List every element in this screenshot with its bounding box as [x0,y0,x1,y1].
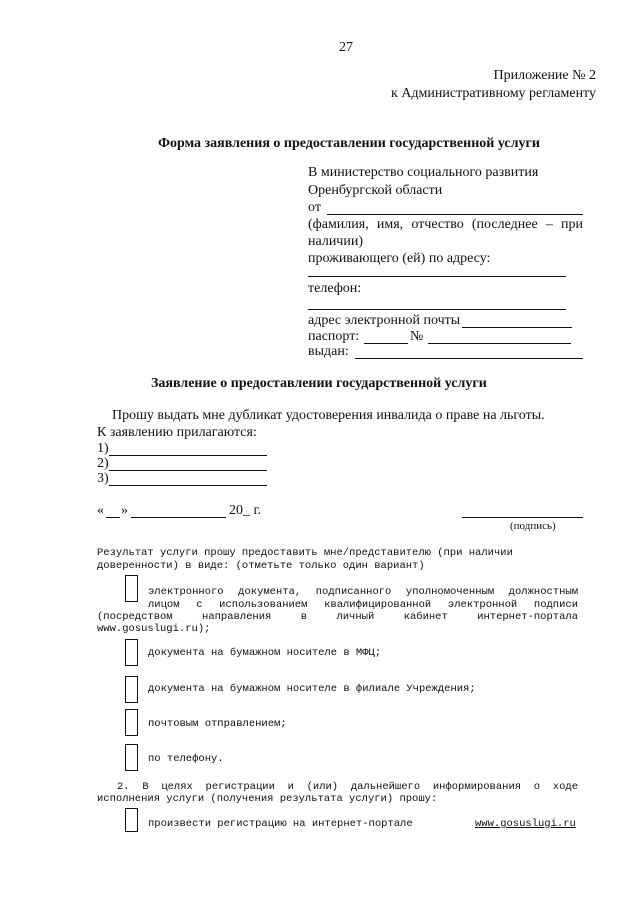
section2-line1: 2. В целях регистрации и (или) дальнейшего информирования о ходе [117,781,578,793]
attachment-line-2[interactable] [109,470,267,471]
address-input-line[interactable] [308,276,566,277]
checkbox-electronic[interactable] [125,575,138,602]
date-month-line[interactable] [131,517,226,518]
addressee-line1: В министерство социального развития [308,165,539,180]
form-title: Форма заявления о предоставлении государственной услуги [158,136,540,151]
phone-label: телефон: [308,281,362,296]
attachments-label: К заявлению прилагаются: [97,425,257,440]
passport-label: паспорт: [308,329,360,344]
page-number: 27 [339,40,353,55]
signature-label: (подпись) [510,520,556,532]
attachment-line-1[interactable] [109,455,267,456]
attachment-item-3: 3) [97,471,109,486]
checkbox-registration[interactable] [125,808,138,832]
date-year: 20_ г. [229,503,262,518]
residing-label: проживающего (ей) по адресу: [308,251,491,266]
email-input-line[interactable] [462,327,572,328]
checkbox-phone[interactable] [125,744,138,771]
statement-title: Заявление о предоставлении государственной услуги [151,376,487,391]
request-text: Прошу выдать мне дубликат удостоверения инвалида о праве на льготы. [112,408,545,423]
option-mfc: документа на бумажном носителе в МФЦ; [148,647,382,659]
registration-link[interactable]: www.gosuslugi.ru [475,818,576,830]
attachment-item-1: 1) [97,441,109,456]
fio-note-line1: (фамилия, имя, отчество (последнее – при [308,217,583,232]
option-branch: документа на бумажном носителе в филиале Учреждения; [148,683,476,695]
email-label: адрес электронной почты [308,313,461,328]
checkbox-post[interactable] [125,709,138,736]
date-day-line[interactable] [106,517,120,518]
from-input-line[interactable] [327,214,583,215]
passport-series-line[interactable] [364,343,408,344]
date-close-quote: » [121,503,128,518]
option-electronic-line2: лицом с использованием квалифицированной электронной подписи [148,599,578,611]
date-open-quote: « [97,503,104,518]
attachment-line-3[interactable] [109,485,267,486]
addressee-line2: Оренбургской области [308,183,443,198]
result-intro-line2: доверенности) в виде: (отметьте только один вариант) [97,560,425,572]
registration-text: произвести регистрацию на интернет-портале [148,818,413,830]
attachment-item-2: 2) [97,456,109,471]
passport-number-line[interactable] [428,343,571,344]
option-post: почтовым отправлением; [148,718,287,730]
issued-input-line[interactable] [355,358,583,359]
passport-number-sign: № [410,329,424,344]
option-phone: по телефону. [148,753,224,765]
from-label: от [308,200,321,215]
signature-line[interactable] [462,517,583,518]
checkbox-mfc[interactable] [125,639,138,666]
option-electronic-line1: электронного документа, подписанного уполномоченным должностным [148,586,578,598]
phone-input-line[interactable] [308,309,566,310]
section2-line2: исполнения услуги (получения результата услуги) прошу: [97,793,438,805]
fio-note-line2: наличии) [308,234,363,249]
result-intro-line1: Результат услуги прошу предоставить мне/представителю (при наличии [97,547,513,559]
appendix-regulation: к Административному регламенту [391,86,596,101]
checkbox-branch[interactable] [125,676,138,703]
option-electronic-line4: www.gosuslugi.ru); [97,623,211,635]
issued-label: выдан: [308,344,349,359]
appendix-label: Приложение № 2 [493,68,596,83]
option-electronic-line3: (посредством направления в личный кабинет интернет-портала [97,611,578,623]
